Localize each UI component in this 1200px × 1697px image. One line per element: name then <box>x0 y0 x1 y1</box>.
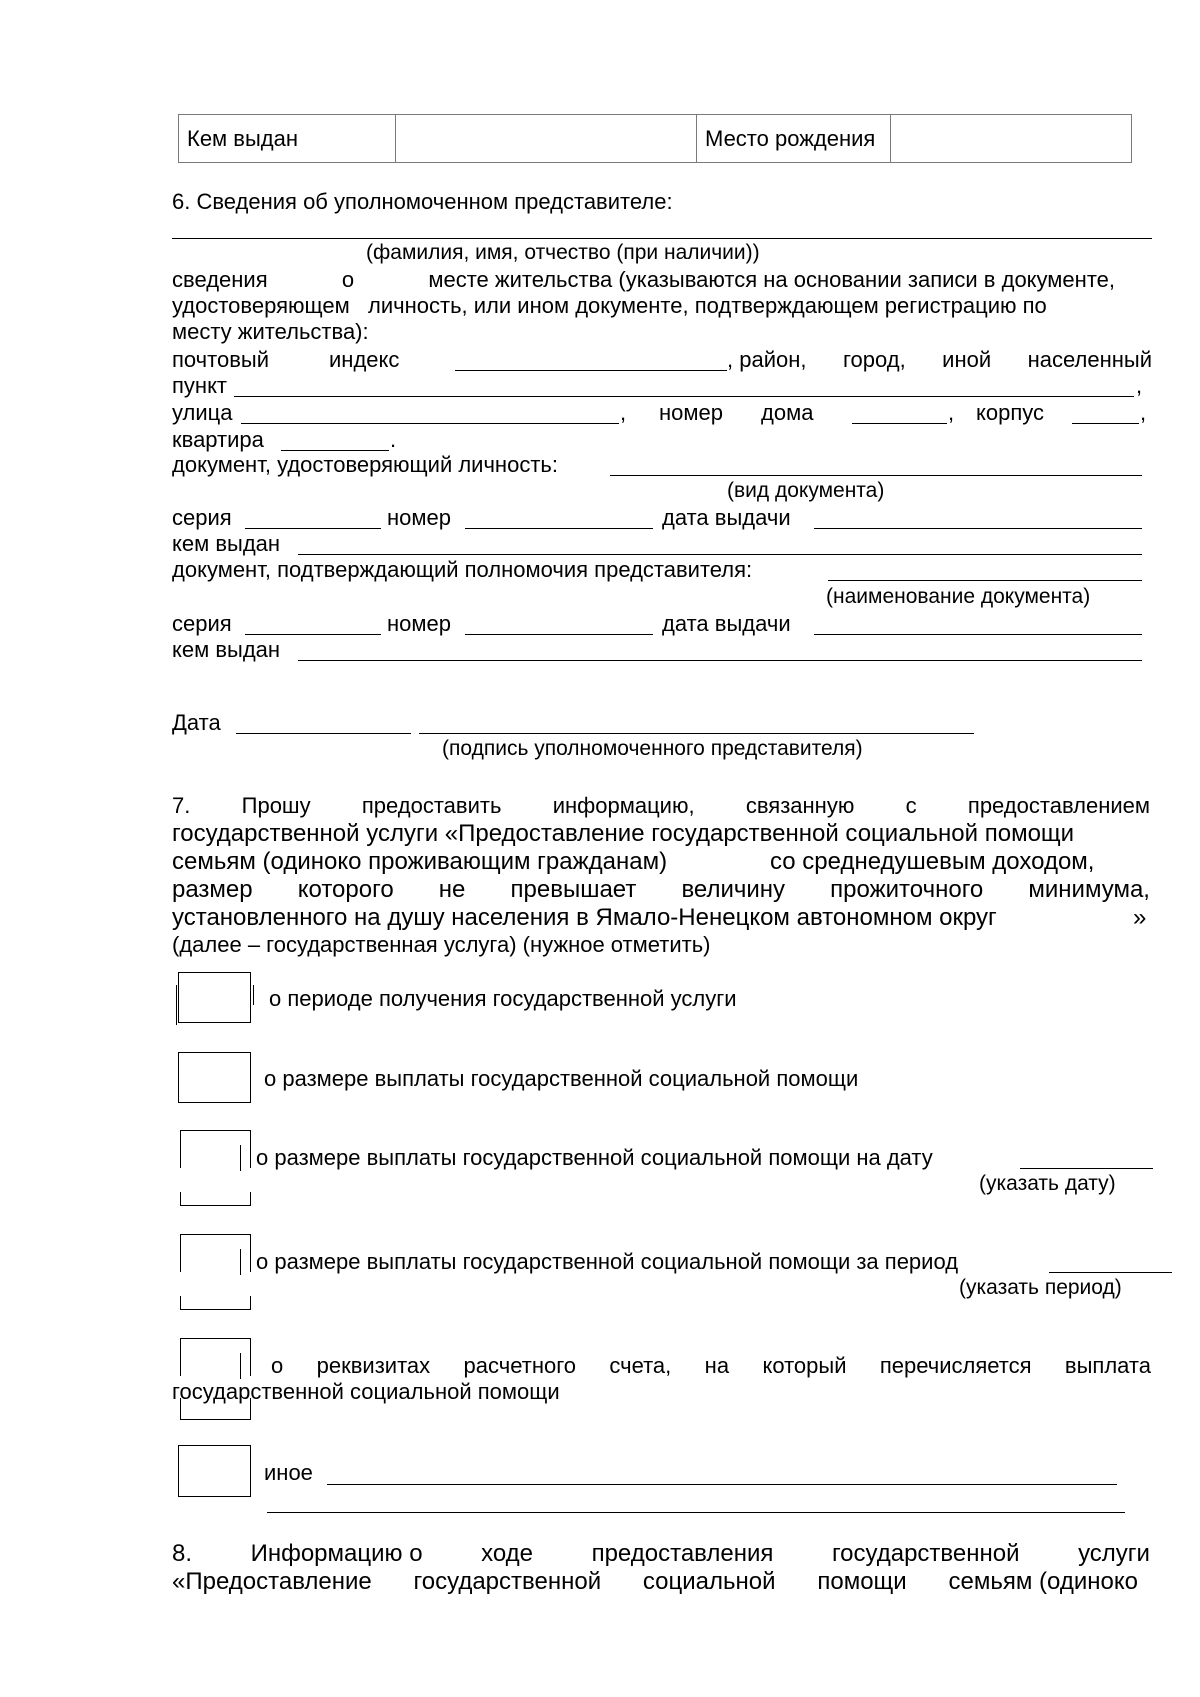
korpus-field[interactable] <box>1072 423 1139 424</box>
word: месте жительства (указываются на основании записи в документе, <box>428 267 1115 292</box>
checkbox-bracket <box>180 1296 251 1310</box>
issued-by-cell[interactable] <box>396 115 697 163</box>
word: реквизитах <box>316 1353 431 1378</box>
word: о <box>271 1353 284 1378</box>
street-label: улица <box>172 400 233 425</box>
word: не <box>438 876 466 903</box>
comma: , <box>948 400 955 425</box>
postal-label: почтовый <box>172 347 269 372</box>
id-doc-label: документ, удостоверяющий личность: <box>172 452 558 477</box>
date-label: Дата <box>172 710 221 735</box>
option-amount-label: о размере выплаты государственной социальной помощи <box>264 1066 859 1091</box>
date-field[interactable] <box>236 733 411 734</box>
issued-by-field[interactable] <box>298 554 1142 555</box>
postal-index-field[interactable] <box>455 370 727 371</box>
apartment-label: квартира <box>172 427 264 452</box>
section-8-line-1 <box>172 1540 1150 1568</box>
issued-by-label: Кем выдан <box>179 115 396 163</box>
number-label: номер <box>387 611 451 636</box>
checkbox-bracket <box>240 1145 246 1171</box>
checkbox-bracket <box>240 1249 246 1275</box>
series-label: серия <box>172 505 232 530</box>
word: прожиточного <box>830 876 984 903</box>
word: который <box>762 1353 847 1378</box>
auth-doc-caption: (наименование документа) <box>826 585 1091 608</box>
address-line-2: удостоверяющем личность, или ином документе, подтверждающем регистрацию по <box>172 293 1047 318</box>
word: превышает <box>510 876 637 903</box>
period-input-line[interactable] <box>1049 1272 1172 1273</box>
word: город, <box>842 347 906 372</box>
word: «Предоставление <box>172 1568 372 1595</box>
issue-date-label: дата выдачи <box>662 611 791 636</box>
checkbox-bracket <box>240 1353 246 1379</box>
word: счета, <box>609 1353 672 1378</box>
issue-date-field[interactable] <box>814 528 1142 529</box>
section-7-line-2: государственной услуги «Предоставление государственной социальной помощи <box>172 820 1075 847</box>
section-7-line-4 <box>172 876 1150 904</box>
option-other-label: иное <box>264 1460 313 1485</box>
word: семьям (одиноко <box>948 1568 1138 1595</box>
section-8-line-2 <box>172 1568 1138 1596</box>
word: о <box>341 267 355 292</box>
id-doc-field[interactable] <box>610 475 1142 476</box>
house-field[interactable] <box>852 423 947 424</box>
word: информацию, <box>552 793 695 818</box>
number-field[interactable] <box>465 634 653 635</box>
comma: , <box>1140 400 1147 425</box>
checkbox-bracket <box>180 1192 251 1206</box>
punkt-field[interactable] <box>234 396 1134 397</box>
option-amount-date-label: о размере выплаты государственной социальной помощи на дату <box>256 1145 933 1170</box>
section-7-line-5b: » <box>1133 904 1147 931</box>
street-field[interactable] <box>241 423 619 424</box>
korpus-label: корпус <box>976 400 1045 425</box>
auth-doc-label: документ, подтверждающий полномочия представителя: <box>172 557 753 582</box>
birthplace-label: Место рождения <box>697 115 891 163</box>
word: которого <box>297 876 394 903</box>
option-requisites-line-2: государственной социальной помощи <box>172 1379 560 1404</box>
address-line-3: месту жительства): <box>172 319 369 344</box>
word: социальной <box>642 1568 776 1595</box>
issuer-table <box>178 114 1132 163</box>
id-doc-caption: (вид документа) <box>727 479 885 502</box>
word: минимума, <box>1028 876 1150 903</box>
apartment-field[interactable] <box>281 450 389 451</box>
birthplace-cell[interactable] <box>891 115 1132 163</box>
section-7-line-1 <box>172 793 1150 819</box>
period: . <box>390 427 397 452</box>
option-other-checkbox[interactable] <box>178 1445 251 1497</box>
option-amount-date-caption: (указать дату) <box>979 1172 1116 1195</box>
section-7-line-3a: семьям (одиноко проживающим гражданам) <box>172 848 668 875</box>
word: Прошу <box>241 793 311 818</box>
fio-line[interactable] <box>172 238 1152 239</box>
auth-doc-field[interactable] <box>828 580 1142 581</box>
word: помощи <box>817 1568 907 1595</box>
word: иной <box>942 347 992 372</box>
option-period-label: о периоде получения государственной услуги <box>269 986 737 1011</box>
issue-date-field[interactable] <box>814 634 1142 635</box>
word: предоставления <box>591 1540 774 1567</box>
number-field[interactable] <box>465 528 653 529</box>
address-line-1 <box>172 267 1115 293</box>
option-amount-checkbox[interactable] <box>178 1052 251 1103</box>
word: населенный <box>1027 347 1152 372</box>
word: , район, <box>727 347 807 372</box>
comma: , <box>620 400 627 425</box>
word: услуги <box>1078 1540 1150 1567</box>
word: размер <box>172 876 253 903</box>
word: ходе <box>481 1540 534 1567</box>
section-6-heading: 6. Сведения об уполномоченном представителе: <box>172 189 673 214</box>
word: 7. <box>172 793 191 818</box>
option-amount-period-label: о размере выплаты государственной социальной помощи за период <box>256 1249 959 1274</box>
word: с <box>905 793 917 818</box>
section-7-line-3b: со среднедушевым доходом, <box>770 848 1095 875</box>
issued-by-label: кем выдан <box>172 637 281 662</box>
other-input-line-2[interactable] <box>267 1512 1125 1513</box>
word: государственной <box>413 1568 602 1595</box>
section-7-line-5a: установленного на душу населения в Ямало-Ненецком автономном округ <box>172 904 997 931</box>
other-input-line-1[interactable] <box>327 1484 1117 1485</box>
option-amount-period-caption: (указать период) <box>959 1276 1122 1299</box>
date-input-line[interactable] <box>1020 1168 1153 1169</box>
signature-field[interactable] <box>419 733 974 734</box>
option-period-checkbox[interactable] <box>178 972 251 1023</box>
fio-caption: (фамилия, имя, отчество (при наличии)) <box>366 241 760 264</box>
house-label-2: дома <box>761 400 814 425</box>
index-label: индекс <box>329 347 400 372</box>
postal-tail <box>727 347 1152 373</box>
checkbox-bracket <box>253 985 259 1005</box>
signature-caption: (подпись уполномоченного представителя) <box>442 737 863 760</box>
word: величину <box>681 876 786 903</box>
number-label: номер <box>387 505 451 530</box>
issued-by-field[interactable] <box>298 660 1142 661</box>
punkt-label: пункт <box>172 373 228 398</box>
word: предоставлением <box>967 793 1150 818</box>
option-requisites-line-1 <box>271 1353 1151 1379</box>
word: предоставить <box>361 793 502 818</box>
section-7-line-6: (далее – государственная услуга) (нужное отметить) <box>172 932 711 957</box>
word: выплата <box>1064 1353 1151 1378</box>
word: сведения <box>172 267 268 292</box>
word: на <box>704 1353 730 1378</box>
word: перечисляется <box>879 1353 1032 1378</box>
series-label: серия <box>172 611 232 636</box>
series-field[interactable] <box>245 528 381 529</box>
word: государственной <box>831 1540 1020 1567</box>
issue-date-label: дата выдачи <box>662 505 791 530</box>
house-label: номер <box>659 400 723 425</box>
series-field[interactable] <box>245 634 381 635</box>
word: расчетного <box>463 1353 576 1378</box>
comma: , <box>1136 373 1143 398</box>
issued-by-label: кем выдан <box>172 531 281 556</box>
word: 8. <box>172 1540 193 1567</box>
word: Информацию о <box>250 1540 423 1567</box>
checkbox-bracket <box>176 985 182 1025</box>
word: связанную <box>745 793 855 818</box>
